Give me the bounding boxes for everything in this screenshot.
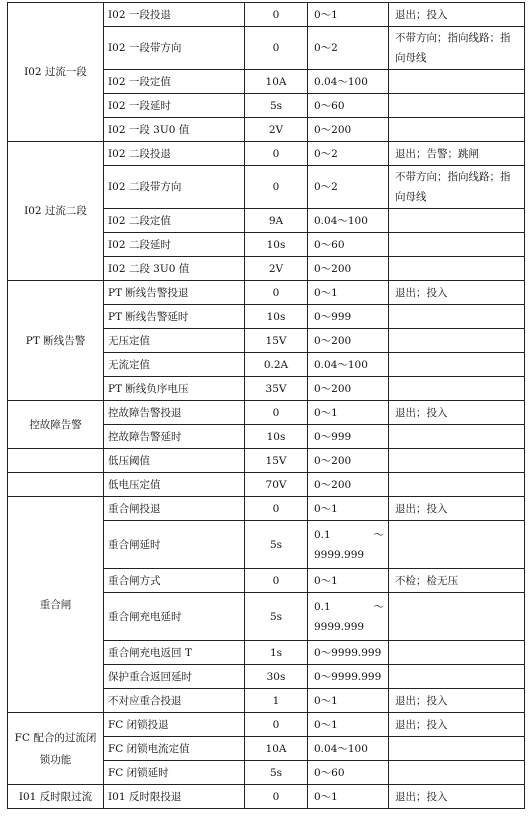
parameter-value-cell: 0 xyxy=(245,401,308,425)
parameter-value-cell: 5s xyxy=(245,94,308,118)
parameter-range-cell: 0.04～100 xyxy=(308,353,389,377)
parameter-note-cell xyxy=(389,353,525,377)
parameter-name-cell: 无压定值 xyxy=(104,329,245,353)
parameter-name-cell: 重合闸延时 xyxy=(104,521,245,569)
parameter-note-cell: 不带方向；指向线路；指向母线 xyxy=(389,27,525,70)
parameter-name-cell: PT 断线告警延时 xyxy=(104,305,245,329)
parameter-value-cell: 35V xyxy=(245,377,308,401)
parameter-note-cell xyxy=(389,761,525,785)
parameter-name-cell: I01 反时限投退 xyxy=(104,785,245,809)
parameter-note-cell: 退出；投入 xyxy=(389,281,525,305)
parameter-range-cell: 0～1 xyxy=(308,569,389,593)
parameter-name-cell: 重合闸投退 xyxy=(104,497,245,521)
parameter-range-cell: 0～1 xyxy=(308,401,389,425)
parameter-value-cell: 0 xyxy=(245,27,308,70)
parameter-name-cell: 保护重合返回延时 xyxy=(104,665,245,689)
parameter-note-cell xyxy=(389,641,525,665)
group-name-cell: 控故障告警 xyxy=(8,401,104,449)
parameter-name-cell: I02 二段带方向 xyxy=(104,166,245,209)
parameter-name-cell: 重合闸方式 xyxy=(104,569,245,593)
parameter-note-cell: 退出；投入 xyxy=(389,785,525,809)
parameter-note-cell xyxy=(389,449,525,473)
parameter-value-cell: 0 xyxy=(245,166,308,209)
parameter-range-cell: 0～60 xyxy=(308,761,389,785)
parameter-value-cell: 0 xyxy=(245,713,308,737)
parameter-note-cell xyxy=(389,118,525,142)
parameter-value-cell: 30s xyxy=(245,665,308,689)
parameter-name-cell: I02 二段延时 xyxy=(104,233,245,257)
parameter-name-cell: 控故障告警延时 xyxy=(104,425,245,449)
range-first-line xyxy=(314,525,384,545)
parameter-name-cell: I02 一段带方向 xyxy=(104,27,245,70)
parameter-range-cell: 0～2 xyxy=(308,166,389,209)
parameter-value-cell: 5s xyxy=(245,761,308,785)
parameter-value-cell: 5s xyxy=(245,593,308,641)
parameter-name-cell: FC 闭锁延时 xyxy=(104,761,245,785)
parameter-name-cell: 无流定值 xyxy=(104,353,245,377)
parameter-value-cell: 15V xyxy=(245,329,308,353)
parameter-note-cell: 退出；投入 xyxy=(389,3,525,27)
parameter-value-cell: 0 xyxy=(245,3,308,27)
parameter-name-cell: FC 闭锁电流定值 xyxy=(104,737,245,761)
parameter-range-cell: 0～1 xyxy=(308,281,389,305)
parameter-note-cell: 不带方向；指向线路；指向母线 xyxy=(389,166,525,209)
parameter-value-cell: 10A xyxy=(245,737,308,761)
parameter-note-cell xyxy=(389,593,525,641)
table-row xyxy=(8,142,525,166)
range-min: 0.1 xyxy=(314,528,331,541)
parameter-range-cell: 0～2 xyxy=(308,142,389,166)
parameter-value-cell: 5s xyxy=(245,521,308,569)
parameter-range-cell xyxy=(308,593,389,641)
parameter-note-cell xyxy=(389,70,525,94)
parameter-value-cell: 10A xyxy=(245,70,308,94)
parameter-name-cell: 重合闸充电返回 T xyxy=(104,641,245,665)
parameter-range-cell: 0～999 xyxy=(308,305,389,329)
parameter-value-cell: 1 xyxy=(245,689,308,713)
parameter-range-cell: 0～9999.999 xyxy=(308,665,389,689)
parameter-note-cell: 不检；检无压 xyxy=(389,569,525,593)
table-row xyxy=(8,473,525,497)
parameter-range-cell: 0～1 xyxy=(308,497,389,521)
parameter-name-cell: 不对应重合投退 xyxy=(104,689,245,713)
parameter-note-cell xyxy=(389,473,525,497)
parameter-name-cell: 低压阈值 xyxy=(104,449,245,473)
parameter-note-cell xyxy=(389,233,525,257)
parameter-note-cell xyxy=(389,257,525,281)
parameter-value-cell: 0 xyxy=(245,142,308,166)
parameter-range-cell: 0～200 xyxy=(308,118,389,142)
parameter-name-cell: I02 二段投退 xyxy=(104,142,245,166)
parameter-range-cell: 0.04～100 xyxy=(308,70,389,94)
parameter-note-cell xyxy=(389,377,525,401)
parameter-name-cell: I02 一段投退 xyxy=(104,3,245,27)
parameter-name-cell: PT 断线负序电压 xyxy=(104,377,245,401)
parameter-note-cell xyxy=(389,329,525,353)
parameter-value-cell: 1s xyxy=(245,641,308,665)
parameter-range-cell: 0～1 xyxy=(308,785,389,809)
parameter-range-cell: 0～2 xyxy=(308,27,389,70)
group-name-cell: I01 反时限过流 xyxy=(8,785,104,809)
parameter-range-cell: 0～999 xyxy=(308,425,389,449)
parameter-value-cell: 2V xyxy=(245,118,308,142)
range-separator: ～ xyxy=(373,528,384,541)
parameter-value-cell: 0 xyxy=(245,569,308,593)
parameter-range-cell: 0～1 xyxy=(308,689,389,713)
parameter-note-cell: 退出；投入 xyxy=(389,401,525,425)
parameter-name-cell: I02 一段 3U0 值 xyxy=(104,118,245,142)
parameter-name-cell: 控故障告警投退 xyxy=(104,401,245,425)
parameter-note-cell: 退出；投入 xyxy=(389,713,525,737)
parameter-range-cell: 0～60 xyxy=(308,94,389,118)
parameter-note-cell xyxy=(389,305,525,329)
parameter-range-cell: 0～200 xyxy=(308,473,389,497)
parameter-name-cell: 重合闸充电延时 xyxy=(104,593,245,641)
parameter-name-cell: PT 断线告警投退 xyxy=(104,281,245,305)
parameter-note-cell: 退出；告警；跳闸 xyxy=(389,142,525,166)
group-name-cell: I02 过流一段 xyxy=(8,3,104,142)
parameter-value-cell: 2V xyxy=(245,257,308,281)
parameter-name-cell: I02 二段定值 xyxy=(104,209,245,233)
group-name-cell: FC 配合的过流闭锁功能 xyxy=(8,713,104,785)
table-row xyxy=(8,449,525,473)
parameter-name-cell: FC 闭锁投退 xyxy=(104,713,245,737)
parameter-name-cell: I02 一段延时 xyxy=(104,94,245,118)
parameter-value-cell: 0 xyxy=(245,281,308,305)
range-separator: ～ xyxy=(373,600,384,613)
parameter-value-cell: 70V xyxy=(245,473,308,497)
parameter-note-cell xyxy=(389,737,525,761)
parameter-note-cell: 退出；投入 xyxy=(389,497,525,521)
table-row xyxy=(8,497,525,521)
range-first-line xyxy=(314,597,384,617)
parameter-value-cell: 0.2A xyxy=(245,353,308,377)
parameter-value-cell: 15V xyxy=(245,449,308,473)
group-name-cell xyxy=(8,473,104,497)
group-name-cell: 重合闸 xyxy=(8,497,104,713)
table-row xyxy=(8,401,525,425)
parameter-name-cell: 低电压定值 xyxy=(104,473,245,497)
parameter-range-cell: 0～200 xyxy=(308,377,389,401)
parameter-range-cell: 0～200 xyxy=(308,257,389,281)
parameter-range-cell: 0～9999.999 xyxy=(308,641,389,665)
parameter-range-cell: 0～1 xyxy=(308,713,389,737)
parameter-value-cell: 9A xyxy=(245,209,308,233)
parameter-note-cell xyxy=(389,425,525,449)
parameter-range-cell: 0～1 xyxy=(308,3,389,27)
parameter-note-cell xyxy=(389,665,525,689)
range-min: 0.1 xyxy=(314,600,331,613)
parameter-value-cell: 10s xyxy=(245,305,308,329)
table-row xyxy=(8,281,525,305)
range-max: 9999.999 xyxy=(314,548,365,561)
range-max: 9999.999 xyxy=(314,620,365,633)
parameter-note-cell xyxy=(389,209,525,233)
parameter-note-cell: 退出；投入 xyxy=(389,689,525,713)
parameter-note-cell xyxy=(389,521,525,569)
parameter-range-cell: 0～60 xyxy=(308,233,389,257)
table-row xyxy=(8,3,525,27)
table-row xyxy=(8,785,525,809)
settings-table-body xyxy=(8,3,525,809)
parameter-note-cell xyxy=(389,94,525,118)
group-name-cell: I02 过流二段 xyxy=(8,142,104,281)
parameter-name-cell: I02 一段定值 xyxy=(104,70,245,94)
parameter-range-cell: 0～200 xyxy=(308,449,389,473)
parameter-range-cell xyxy=(308,521,389,569)
parameter-value-cell: 0 xyxy=(245,785,308,809)
parameter-value-cell: 10s xyxy=(245,233,308,257)
parameter-range-cell: 0～200 xyxy=(308,329,389,353)
parameter-name-cell: I02 二段 3U0 值 xyxy=(104,257,245,281)
group-name-cell: PT 断线告警 xyxy=(8,281,104,401)
parameter-range-cell: 0.04～100 xyxy=(308,209,389,233)
settings-table xyxy=(7,2,525,809)
table-row xyxy=(8,713,525,737)
group-name-cell xyxy=(8,449,104,473)
parameter-value-cell: 0 xyxy=(245,497,308,521)
parameter-range-cell: 0.04～100 xyxy=(308,737,389,761)
parameter-value-cell: 10s xyxy=(245,425,308,449)
